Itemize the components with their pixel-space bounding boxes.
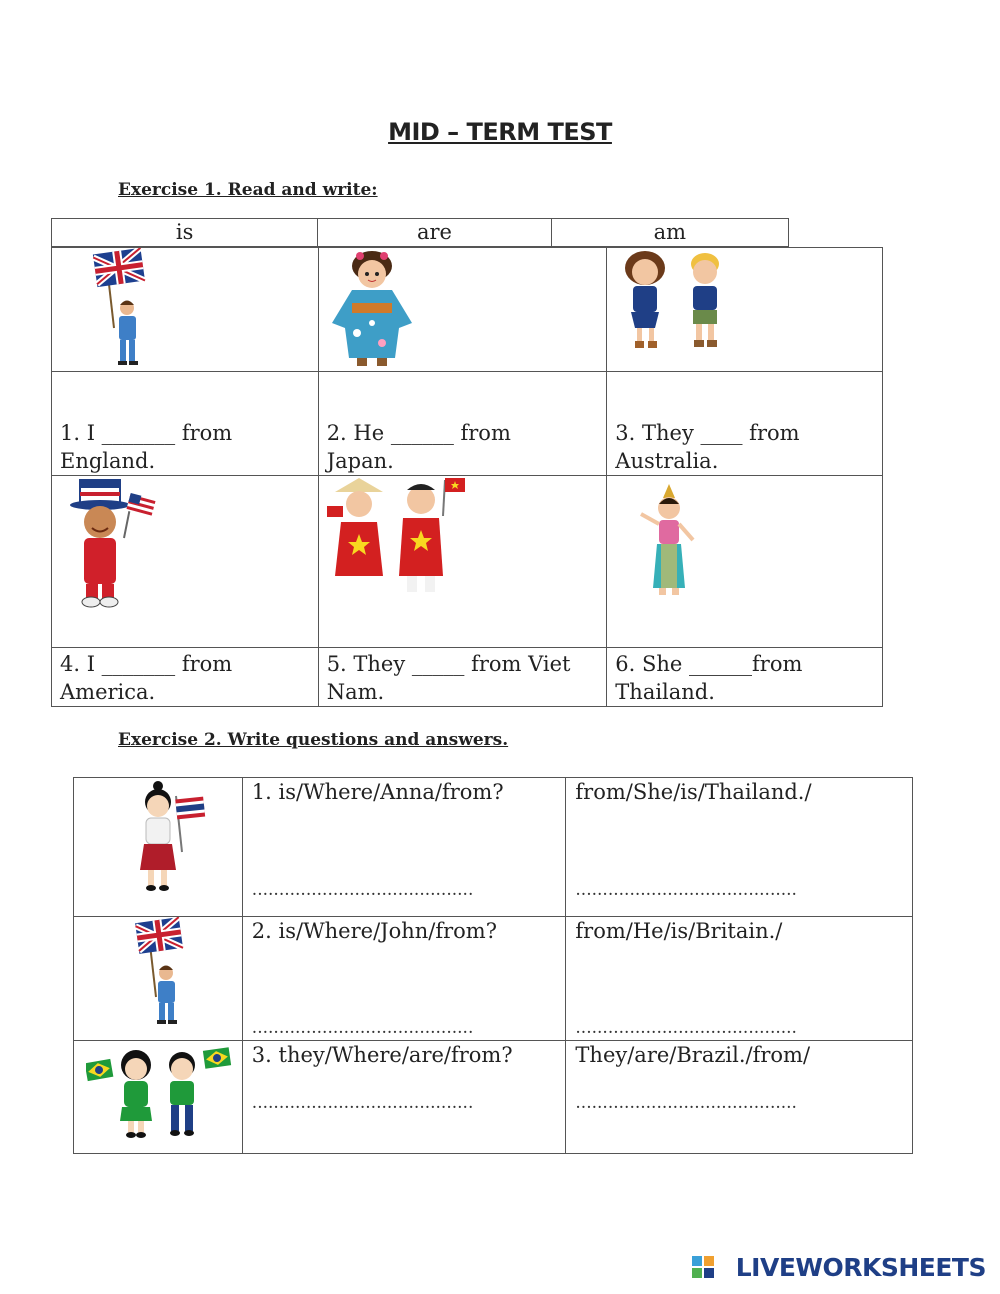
picture-cell [318, 476, 607, 648]
question-text [319, 419, 607, 475]
brazilian-children-with-flags-image [86, 1047, 234, 1139]
answer-blank[interactable]: ......................................... [251, 1093, 474, 1113]
picture-cell [52, 476, 319, 648]
question-line: Thailand. [615, 680, 715, 704]
answer-cell [566, 778, 913, 917]
british-boy-with-flag-image [134, 917, 204, 1037]
australian-children-image [613, 248, 743, 353]
question-text: 2. is/Where/John/from? [251, 919, 497, 943]
question-line: 2. He ______ from [326, 421, 511, 445]
exercise1-grid [51, 247, 883, 707]
answer-blank[interactable]: ......................................... [575, 1018, 797, 1038]
question-cell [242, 1041, 566, 1154]
question-text [607, 650, 882, 706]
word-bank-item: are [318, 219, 551, 246]
thai-dancer-girl-image [617, 484, 717, 599]
exercise1-heading: Exercise 1. Read and write: [118, 180, 378, 200]
thai-girl-with-flag-image [136, 780, 216, 898]
picture-cell [607, 476, 883, 648]
question-line: 4. I _______ from [60, 652, 233, 676]
question-text [607, 419, 882, 475]
question-line: America. [60, 680, 156, 704]
answer-blank[interactable]: ......................................... [575, 880, 797, 900]
answer-cell [566, 1041, 913, 1154]
word-bank-item: am [653, 220, 687, 244]
word-bank [51, 218, 789, 247]
question-text: 3. they/Where/are/from? [251, 1043, 513, 1067]
answer-blank[interactable]: ......................................... [575, 1093, 797, 1113]
question-line: Japan. [326, 449, 394, 473]
answer-blank[interactable]: ......................................... [251, 1018, 474, 1038]
word-bank-item: is [52, 219, 318, 246]
picture-cell [318, 248, 607, 372]
exercise2-grid [73, 777, 913, 1154]
question-line: 5. They _____ from Viet [326, 652, 571, 676]
question-line: 6. She ______from [615, 652, 803, 676]
question-cell [607, 648, 883, 707]
question-line: England. [60, 449, 156, 473]
question-text [319, 650, 607, 706]
question-cell [52, 648, 319, 707]
question-cell [242, 917, 566, 1041]
question-text [52, 650, 318, 706]
american-boy-uncle-sam-hat-image [62, 478, 162, 608]
picture-cell [74, 778, 243, 917]
question-cell [318, 372, 607, 476]
picture-cell [74, 1041, 243, 1154]
question-text [52, 419, 318, 475]
vietnamese-children-with-flags-image [327, 476, 467, 596]
question-cell [242, 778, 566, 917]
picture-cell [52, 248, 319, 372]
british-boy-with-flag-image [92, 248, 162, 368]
answer-blank[interactable]: ......................................... [251, 880, 474, 900]
picture-cell [607, 248, 883, 372]
answer-text: from/He/is/Britain./ [575, 919, 783, 943]
question-text: 1. is/Where/Anna/from? [251, 780, 504, 804]
page-title: MID – TERM TEST [388, 118, 612, 146]
question-line: Nam. [326, 680, 385, 704]
exercise2-heading: Exercise 2. Write questions and answers. [118, 730, 509, 750]
question-line: 3. They ____ from [615, 421, 800, 445]
answer-cell [566, 917, 913, 1041]
question-cell [318, 648, 607, 707]
question-cell [52, 372, 319, 476]
picture-cell [74, 917, 243, 1041]
question-line: 1. I _______ from [60, 421, 233, 445]
japanese-girl-in-kimono-image [327, 248, 417, 370]
liveworksheets-logo-icon [692, 1256, 714, 1278]
footer-brand[interactable]: LIVEWORKSHEETS [735, 1253, 986, 1282]
answer-text: They/are/Brazil./from/ [575, 1043, 811, 1067]
question-cell [607, 372, 883, 476]
answer-text: from/She/is/Thailand./ [575, 780, 812, 804]
question-line: Australia. [615, 449, 719, 473]
